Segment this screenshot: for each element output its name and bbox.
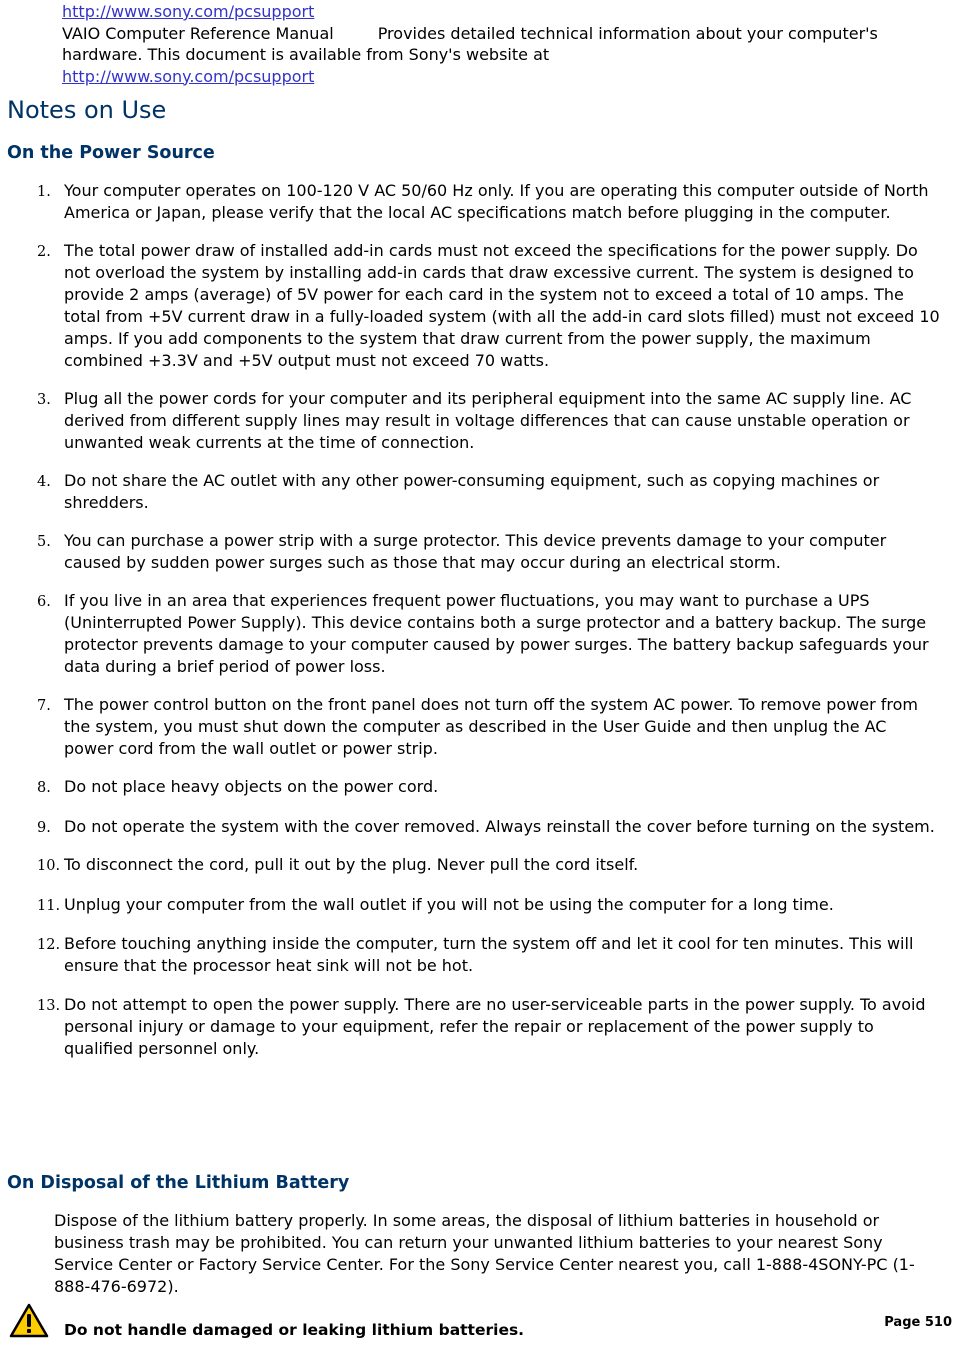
item-number: 10. — [37, 858, 61, 874]
list-item — [0, 854, 954, 876]
warning-text: Do not handle damaged or leaking lithium batteries. — [64, 1321, 525, 1339]
list-item — [0, 776, 954, 798]
item-number: 6. — [37, 594, 51, 610]
list-item — [0, 388, 954, 454]
section-title: Notes on Use — [7, 96, 167, 124]
item-number: 8. — [37, 780, 51, 796]
support-link-top[interactable]: http://www.sony.com/pcsupport — [62, 2, 315, 21]
item-text: You can purchase a power strip with a surge protector. This device prevents damage to your computer caused by sudden power surges such as those that may occur during an electrical storm. — [64, 531, 887, 572]
item-number: 2. — [37, 244, 51, 260]
item-text: Do not share the AC outlet with any other power-consuming equipment, such as copying machines or shredders. — [64, 471, 880, 512]
item-number: 9. — [37, 820, 51, 836]
item-text: Your computer operates on 100-120 V AC 50/60 Hz only. If you are operating this computer outside of North America or Japan, please verify that the local AC specifications match before plugging in the computer. — [64, 181, 929, 222]
item-number: 12. — [37, 937, 61, 953]
list-item — [0, 933, 954, 977]
manual-description: Provides detailed technical information about your computer's hardware. This document is available from Sony's website at — [62, 23, 878, 64]
list-item — [0, 240, 954, 372]
list-item — [0, 816, 954, 838]
item-text: Before touching anything inside the computer, turn the system off and let it cool for ten minutes. This will ensure that the processor heat sink will not be hot. — [64, 934, 914, 975]
item-text: If you live in an area that experiences frequent power fluctuations, you may want to purchase a UPS (Uninterrupted Power Supply). This device contains both a surge protector and a battery backup. The surge protector prevents damage to your computer caused by power surges. The battery backup safeguards your data during a brief period of power loss. — [64, 591, 929, 676]
list-item — [0, 180, 954, 224]
page-number: Page 510 — [884, 1315, 952, 1330]
item-text: Do not attempt to open the power supply. There are no user-serviceable parts in the power supply. To avoid personal injury or damage to your equipment, refer the repair or replacement of the power supply to qualified personnel only. — [64, 995, 926, 1058]
list-item — [0, 590, 954, 678]
lithium-battery-heading: On Disposal of the Lithium Battery — [7, 1173, 350, 1193]
reference-header — [62, 1, 942, 87]
item-text: Do not operate the system with the cover removed. Always reinstall the cover before turning on the system. — [64, 817, 935, 836]
item-number: 3. — [37, 392, 51, 408]
battery-paragraph: Dispose of the lithium battery properly. In some areas, the disposal of lithium batteries in household or business trash may be prohibited. You can return your unwanted lithium batteries to your nearest Sony Service Center or Factory Service Center. For the Sony Service Center nearest you, call 1-888-4SONY-PC (1-888-476-6972). — [54, 1211, 915, 1296]
list-item — [0, 894, 954, 916]
item-text: The total power draw of installed add-in cards must not exceed the specifications for the power supply. Do not overload the system by installing add-in cards that draw excessive current. The system is designed to provide 2 amps (average) of 5V power for each card in the system not to exceed a total of 10 amps. The total from +5V current draw in a fully-loaded system (with all the add-in card slots filled) must not exceed 10 amps. If you add components to the system that draw current from the power supply, the maximum combined +3.3V and +5V output must not exceed 70 watts. — [64, 241, 940, 370]
item-number: 5. — [37, 534, 51, 550]
support-link[interactable]: http://www.sony.com/pcsupport — [62, 66, 315, 86]
item-text: Do not place heavy objects on the power cord. — [64, 777, 439, 796]
power-source-heading: On the Power Source — [7, 143, 215, 163]
list-item — [0, 530, 954, 574]
item-number: 11. — [37, 898, 61, 914]
item-number: 13. — [37, 998, 61, 1014]
manual-title: VAIO Computer Reference Manual — [62, 23, 334, 43]
item-text: Unplug your computer from the wall outlet if you will not be using the computer for a long time. — [64, 895, 834, 914]
list-item — [0, 994, 954, 1060]
item-number: 7. — [37, 698, 51, 714]
item-number: 1. — [37, 184, 51, 200]
item-text: The power control button on the front panel does not turn off the system AC power. To remove power from the system, you must shut down the computer as described in the User Guide and then unplug the AC power cord from the wall outlet or power strip. — [64, 695, 919, 758]
item-text: To disconnect the cord, pull it out by the plug. Never pull the cord itself. — [64, 855, 639, 874]
item-number: 4. — [37, 474, 51, 490]
list-item — [0, 470, 954, 514]
power-source-list — [0, 180, 954, 1060]
warning-triangle-icon — [9, 1303, 49, 1339]
item-text: Plug all the power cords for your computer and its peripheral equipment into the same AC supply line. AC derived from different supply lines may result in voltage differences that can cause unstable operation or unwanted weak currents at the time of connection. — [64, 389, 912, 452]
list-item — [0, 694, 954, 760]
